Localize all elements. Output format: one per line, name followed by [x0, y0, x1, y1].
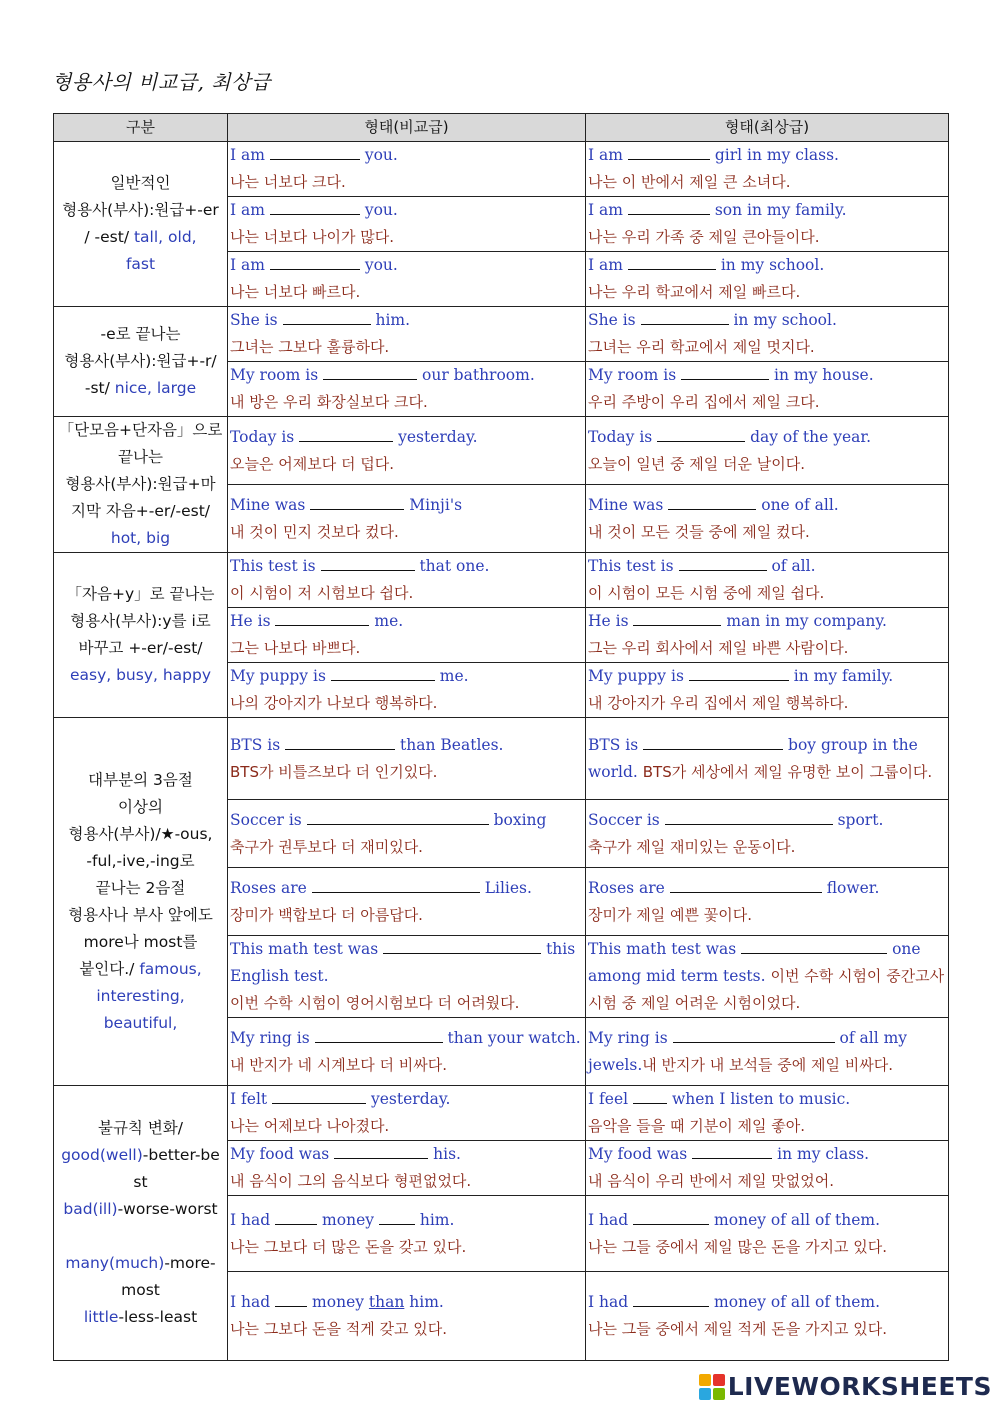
superlative-sentence: I am girl in my class.: [588, 146, 839, 164]
comparative-sentence: My food was his.: [230, 1145, 461, 1163]
page-title: 형용사의 비교급, 최상급: [52, 70, 271, 94]
comparative-cell: [228, 608, 586, 663]
comparative-sentence: This test is that one.: [230, 557, 490, 575]
comparative-sentence: Today is yesterday.: [230, 427, 478, 446]
superlative-translation: 나는 그들 중에서 제일 적게 돈을 가지고 있다.: [588, 1320, 887, 1338]
comparative-sentence: I am you.: [230, 146, 398, 164]
answer-blank[interactable]: [307, 809, 489, 825]
comparative-sentence: I had money him.: [230, 1210, 455, 1229]
superlative-sentence: My food was in my class.: [588, 1145, 870, 1163]
answer-blank[interactable]: [692, 1143, 772, 1159]
superlative-cell: [586, 1196, 949, 1272]
answer-blank[interactable]: [275, 1291, 307, 1307]
comparative-cell: [228, 417, 586, 485]
category-example: hot, big: [110, 529, 171, 547]
answer-blank[interactable]: [628, 199, 710, 215]
answer-blank[interactable]: [323, 364, 417, 380]
category-line: more나 most를: [83, 932, 198, 951]
category-example: easy, busy, happy: [69, 666, 212, 684]
category-cell: [54, 553, 228, 718]
comparative-sentence: BTS is than Beatles.: [230, 735, 504, 754]
comparative-sentence: I am you.: [230, 256, 398, 274]
category-cell: [54, 1086, 228, 1361]
superlative-translation: 나는 우리 학교에서 제일 빠르다.: [588, 283, 801, 301]
superlative-cell: [586, 485, 949, 553]
comparative-sentence: Soccer is boxing: [230, 810, 547, 829]
comparison-table: [53, 113, 949, 1361]
superlative-sentence: Today is day of the year.: [588, 427, 872, 446]
comparative-cell: [228, 1018, 586, 1086]
comparative-cell: [228, 553, 586, 608]
superlative-sentence: I am son in my family.: [588, 201, 847, 219]
category-example: famous,: [139, 959, 202, 978]
category-line: 끝나는 2음절: [95, 878, 186, 897]
comparative-translation: 이 시험이 저 시험보다 쉽다.: [230, 584, 414, 602]
answer-blank[interactable]: [633, 610, 721, 626]
superlative-cell: [586, 608, 949, 663]
superlative-translation: BTS가 세상에서 제일 유명한 보이 그룹이다.: [642, 762, 933, 781]
superlative-translation: 나는 이 반에서 제일 큰 소녀다.: [588, 173, 791, 191]
superlative-cell: [586, 252, 949, 307]
answer-blank[interactable]: [679, 555, 767, 571]
superlative-sentence: This math test was one among mid term tests. 이번 수학 시험이 중간고사 시험 중 제일 어려운 시험이었다.: [588, 940, 945, 1012]
answer-blank[interactable]: [315, 1027, 443, 1043]
category-line: 형용사나 부사 앞에도: [68, 905, 213, 924]
superlative-cell: [586, 1086, 949, 1141]
category-line: 바꾸고 +-er/-est/: [78, 639, 203, 657]
comparative-cell: [228, 362, 586, 417]
comparative-cell: [228, 1141, 586, 1196]
superlative-cell: [586, 307, 949, 362]
category-example: beautiful,: [103, 1013, 178, 1032]
irregular-forms: st: [133, 1173, 148, 1191]
superlative-translation: 나는 그들 중에서 제일 많은 돈을 가지고 있다.: [588, 1237, 887, 1256]
comparative-sentence: She is him.: [230, 311, 411, 329]
comparative-sentence: I am you.: [230, 201, 398, 219]
category-cell: [54, 417, 228, 553]
superlative-cell: [586, 362, 949, 417]
comparative-translation: 이번 수학 시험이 영어시험보다 더 어려웠다.: [230, 994, 520, 1012]
comparative-cell: [228, 1086, 586, 1141]
superlative-translation: 음악을 들을 때 기분이 제일 좋아.: [588, 1117, 805, 1135]
table-row: [54, 553, 949, 608]
superlative-translation: 내 강아지가 우리 집에서 제일 행복하다.: [588, 694, 849, 712]
superlative-sentence: Mine was one of all.: [588, 495, 839, 514]
comparative-cell: [228, 197, 586, 252]
answer-blank[interactable]: [331, 665, 435, 681]
superlative-cell: [586, 1141, 949, 1196]
answer-blank[interactable]: [628, 144, 710, 160]
comparative-sentence: I had money than him.: [230, 1293, 444, 1311]
category-line: 형용사(부사):y를 i로: [70, 612, 211, 630]
comparative-translation: 나의 강아지가 나보다 행복하다.: [230, 694, 438, 712]
header-superlative: 형태(최상급): [586, 114, 949, 142]
category-line: 지막 자음+-er/-est/: [70, 502, 211, 520]
category-line: 형용사(부사):원급+-er: [62, 201, 219, 219]
liveworksheets-logo: [699, 1372, 992, 1401]
category-line: -ful,-ive,-ing로: [86, 851, 195, 870]
comparative-sentence: This math test was this English test.: [230, 940, 576, 985]
superlative-cell: [586, 868, 949, 936]
logo-mark-icon: [699, 1374, 725, 1400]
superlative-cell: [586, 1272, 949, 1361]
superlative-sentence: BTS is boy group in the world. BTS가 세상에서 제일 유명한 보이 그룹이다.: [588, 735, 933, 781]
answer-blank[interactable]: [673, 1027, 835, 1043]
irregular-forms: most: [121, 1281, 160, 1299]
comparative-sentence: He is me.: [230, 612, 404, 630]
answer-blank[interactable]: [379, 1209, 415, 1225]
superlative-translation: 내 음식이 우리 반에서 제일 맛없었어.: [588, 1172, 834, 1190]
category-line: 붙인다./: [79, 959, 140, 978]
answer-blank[interactable]: [299, 426, 393, 442]
answer-blank[interactable]: [681, 364, 769, 380]
superlative-translation: 내 반지가 내 보석들 중에 제일 비싸다.: [642, 1055, 893, 1074]
answer-blank[interactable]: [334, 1143, 428, 1159]
superlative-sentence: I feel when I listen to music.: [588, 1090, 851, 1108]
category-line: 「자음+y」로 끝나는: [66, 585, 215, 603]
answer-blank[interactable]: [272, 1088, 366, 1104]
superlative-sentence: My puppy is in my family.: [588, 667, 894, 685]
category-line: -e로 끝나는: [100, 325, 181, 343]
superlative-translation: 그는 우리 회사에서 제일 바쁜 사람이다.: [588, 639, 849, 657]
answer-blank[interactable]: [643, 734, 783, 750]
table-row: [54, 142, 949, 197]
answer-blank[interactable]: [628, 254, 716, 270]
category-line: 대부분의 3음절: [88, 770, 193, 789]
irregular-word: good(well): [61, 1146, 143, 1164]
answer-blank[interactable]: [741, 938, 887, 954]
comparative-translation: 장미가 백합보다 더 아름답다.: [230, 905, 423, 924]
category-line: -st/: [84, 379, 115, 397]
superlative-cell: [586, 1018, 949, 1086]
comparative-sentence: My ring is than your watch. 내 반지가 네 시계보다 더 비싸다.: [230, 1028, 581, 1074]
comparative-translation: 오늘은 어제보다 더 덥다.: [230, 454, 394, 473]
answer-blank[interactable]: [321, 555, 415, 571]
superlative-cell: [586, 663, 949, 718]
irregular-forms: -better-be: [142, 1146, 220, 1164]
superlative-cell: [586, 142, 949, 197]
category-example: interesting,: [96, 986, 185, 1005]
answer-blank[interactable]: [633, 1209, 709, 1225]
category-line: 끝나는: [118, 448, 163, 466]
answer-blank[interactable]: [275, 1209, 317, 1225]
superlative-cell: [586, 553, 949, 608]
comparative-cell: [228, 663, 586, 718]
comparative-cell: [228, 1196, 586, 1272]
category-line: 일반적인: [110, 174, 171, 192]
superlative-translation: 내 것이 모든 것들 중에 제일 컸다.: [588, 522, 810, 541]
table-row: [54, 1086, 949, 1141]
comparative-sentence: Mine was Minji's: [230, 495, 463, 514]
header-row: [54, 114, 949, 142]
comparative-translation: 내 음식이 그의 음식보다 형편없었다.: [230, 1172, 472, 1190]
category-example: nice, large: [114, 379, 197, 397]
comparative-translation: 내 방은 우리 화장실보다 크다.: [230, 393, 428, 411]
superlative-sentence: He is man in my company.: [588, 612, 887, 630]
superlative-sentence: She is in my school.: [588, 311, 837, 329]
comparative-translation: 나는 어제보다 나아졌다.: [230, 1117, 390, 1135]
category-line: 불규칙 변화/: [97, 1119, 183, 1137]
comparative-translation: 나는 그보다 더 많은 돈을 갖고 있다.: [230, 1237, 467, 1256]
comparative-cell: [228, 718, 586, 800]
superlative-sentence: This test is of all.: [588, 557, 816, 575]
superlative-sentence: My ring is of all my jewels.내 반지가 내 보석들 중에 제일 비싸다.: [588, 1028, 908, 1074]
comparative-sentence: My room is our bathroom.: [230, 366, 535, 384]
irregular-forms: -more-: [164, 1254, 216, 1272]
comparative-translation: 나는 너보다 빠르다.: [230, 283, 361, 301]
table-row: [54, 307, 949, 362]
comparative-translation: 나는 너보다 나이가 많다.: [230, 228, 394, 246]
irregular-word: many(much): [65, 1254, 165, 1272]
superlative-translation: 이 시험이 모든 시험 중에 제일 쉽다.: [588, 584, 825, 602]
comparative-translation: 그녀는 그보다 훌륭하다.: [230, 338, 390, 356]
category-line: 형용사(부사)/★-ous,: [68, 824, 213, 843]
comparative-cell: [228, 800, 586, 868]
table-row: [54, 718, 949, 800]
category-line: / -est/: [84, 228, 134, 246]
superlative-cell: [586, 936, 949, 1018]
category-cell: [54, 142, 228, 307]
answer-blank[interactable]: [283, 309, 371, 325]
superlative-cell: [586, 197, 949, 252]
superlative-translation: 우리 주방이 우리 집에서 제일 크다.: [588, 393, 820, 411]
superlative-translation: 이번 수학 시험이 중간고사 시험 중 제일 어려운 시험이었다.: [588, 967, 945, 1012]
answer-blank[interactable]: [670, 877, 822, 893]
comparative-cell: [228, 868, 586, 936]
irregular-forms: -less-least: [118, 1308, 198, 1326]
answer-blank[interactable]: [657, 426, 745, 442]
superlative-sentence: Soccer is sport.: [588, 810, 884, 829]
superlative-sentence: I had money of all of them.: [588, 1293, 881, 1311]
answer-blank[interactable]: [312, 877, 480, 893]
comparative-cell: [228, 142, 586, 197]
header-comparative: 형태(비교급): [228, 114, 586, 142]
logo-text: LIVEWORKSHEETS: [727, 1372, 992, 1401]
superlative-cell: [586, 718, 949, 800]
comparative-translation: 그는 나보다 바쁘다.: [230, 639, 361, 657]
superlative-translation: 오늘이 일년 중 제일 더운 날이다.: [588, 454, 805, 473]
superlative-cell: [586, 417, 949, 485]
category-line: 「단모음+단자음」으로: [58, 421, 223, 439]
superlative-cell: [586, 800, 949, 868]
superlative-translation: 그녀는 우리 학교에서 제일 멋지다.: [588, 338, 815, 356]
irregular-word: little: [83, 1308, 119, 1326]
category-line: 형용사(부사):원급+마: [65, 475, 216, 493]
answer-blank[interactable]: [275, 610, 369, 626]
category-line: 이상의: [118, 797, 163, 816]
category-cell: [54, 718, 228, 1086]
answer-blank[interactable]: [689, 665, 789, 681]
answer-blank[interactable]: [310, 494, 404, 510]
answer-blank[interactable]: [633, 1088, 667, 1104]
answer-blank[interactable]: [668, 494, 756, 510]
answer-blank[interactable]: [285, 734, 395, 750]
comparative-translation: 나는 너보다 크다.: [230, 173, 346, 191]
comparative-translation: 내 것이 민지 것보다 컸다.: [230, 522, 399, 541]
comparative-translation: BTS가 비틀즈보다 더 인기있다.: [230, 762, 438, 781]
header-category: 구분: [54, 114, 228, 142]
comparative-cell: [228, 936, 586, 1018]
comparative-sentence: My puppy is me.: [230, 667, 469, 685]
category-example: fast: [125, 255, 156, 273]
comparative-translation: 축구가 권투보다 더 재미있다.: [230, 837, 423, 856]
category-example: tall, old,: [133, 228, 197, 246]
answer-blank[interactable]: [270, 199, 360, 215]
superlative-translation: 축구가 제일 재미있는 운동이다.: [588, 837, 796, 856]
category-line: 형용사(부사):원급+-r/: [64, 352, 217, 370]
comparative-sentence: Roses are Lilies.: [230, 878, 532, 897]
answer-blank[interactable]: [270, 144, 360, 160]
comparative-sentence: I felt yesterday.: [230, 1090, 451, 1108]
comparative-cell: [228, 485, 586, 553]
category-cell: [54, 307, 228, 417]
superlative-sentence: I had money of all of them.: [588, 1210, 881, 1229]
comparative-translation: 나는 그보다 돈을 적게 갖고 있다.: [230, 1320, 447, 1338]
answer-blank[interactable]: [633, 1291, 709, 1307]
superlative-sentence: My room is in my house.: [588, 366, 874, 384]
answer-blank[interactable]: [665, 809, 833, 825]
comparative-translation: 내 반지가 네 시계보다 더 비싸다.: [230, 1055, 447, 1074]
irregular-forms: -worse-worst: [117, 1200, 218, 1218]
comparative-cell: [228, 307, 586, 362]
irregular-word: bad(ill): [63, 1200, 118, 1218]
answer-blank[interactable]: [383, 938, 541, 954]
superlative-sentence: I am in my school.: [588, 256, 825, 274]
superlative-translation: 나는 우리 가족 중 제일 큰아들이다.: [588, 228, 820, 246]
answer-blank[interactable]: [270, 254, 360, 270]
superlative-translation: 장미가 제일 예쁜 꽃이다.: [588, 905, 752, 924]
table-row: [54, 417, 949, 485]
comparative-cell: [228, 1272, 586, 1361]
answer-blank[interactable]: [641, 309, 729, 325]
superlative-sentence: Roses are flower.: [588, 878, 880, 897]
comparative-cell: [228, 252, 586, 307]
